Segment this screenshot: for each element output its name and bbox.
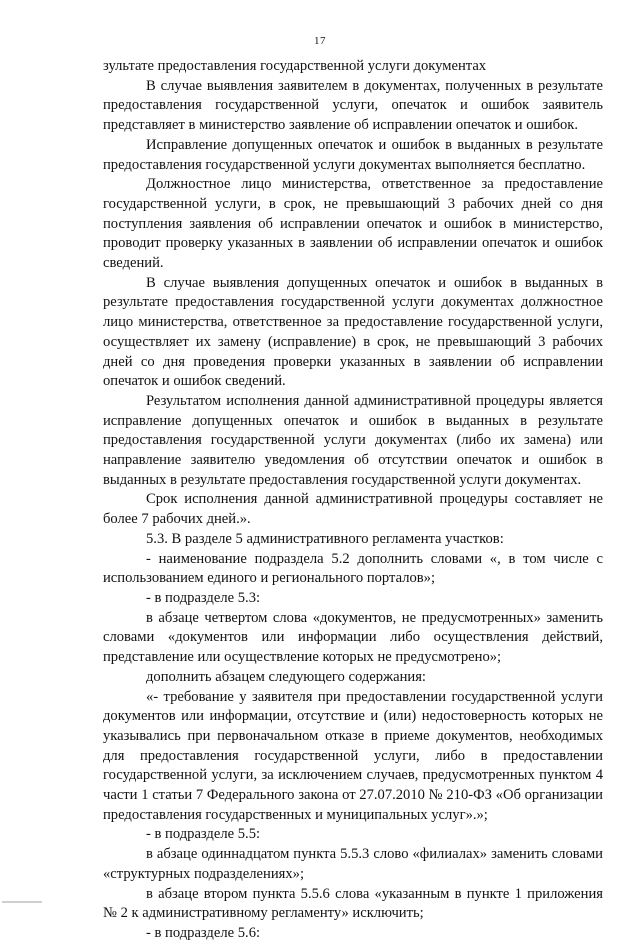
- paragraph: - в подразделе 5.5:: [146, 826, 261, 843]
- paragraph: 5.3. В разделе 5 административного регламента участков:: [146, 530, 504, 547]
- paragraph: - в подразделе 5.3:: [146, 589, 261, 606]
- paragraph: Должностное лицо министерства, ответственное за предоставление государственной услуги, в срок, не превышающий 3 рабочих дней со дня поступления заявления об исправлении опечаток и ошибок в министерство, проводит проверку указанных в заявлении об исправлении опечаток и ошибок сведений.: [103, 176, 603, 272]
- page-number: 17: [314, 35, 326, 47]
- paragraph: В случае выявления заявителем в документах, полученных в результате предоставления государственной услуги, опечаток и ошибок заявитель представляет в министерство заявление об исправлении опечаток и ошибок.: [103, 77, 603, 134]
- paragraph: зультате предоставления государственной услуги документах: [103, 58, 487, 74]
- paragraph: в абзаце четвертом слова «документов, не предусмотренных» заменить словами «документов или информации либо осуществления действий, представление или осуществление которых не предусмотрено»;: [103, 609, 603, 666]
- scan-artifact: [2, 901, 42, 903]
- paragraph: дополнить абзацем следующего содержания:: [146, 668, 426, 685]
- paragraph: Результатом исполнения данной административной процедуры является исправление допущенных опечаток и ошибок в выданных в результате предоставления государственной услуги документах (либо их замена) или направление заявителю уведомления об отсутствии опечаток и ошибок в выданных в результате предоставления государственной услуги документах.: [103, 392, 603, 488]
- paragraph: «- требование у заявителя при предоставлении государственной услуги документов или информации, отсутствие и (или) недостоверность которых не указывались при первоначальном отказе в приеме документов, необходимых для предоставления государственной услуги, либо в предоставлении государственной услуги, за исключением случаев, предусмотренных пунктом 4 части 1 статьи 7 Федерального закона от 27.07.2010 № 210-ФЗ «Об организации предоставления государственных и муниципальных услуг».»;: [103, 688, 603, 823]
- paragraph: в абзаце втором пункта 5.5.6 слова «указанным в пункте 1 приложения № 2 к административному регламенту» исключить;: [103, 885, 603, 922]
- document-body: [103, 57, 603, 944]
- paragraph: - наименование подраздела 5.2 дополнить словами «, в том числе с использованием единого и регионального порталов»;: [103, 550, 603, 587]
- paragraph: - в подразделе 5.6:: [146, 924, 261, 941]
- paragraph: Исправление допущенных опечаток и ошибок в выданных в результате предоставления государственной услуги документах выполняется бесплатно.: [103, 136, 603, 173]
- paragraph: в абзаце одиннадцатом пункта 5.5.3 слово «филиалах» заменить словами «структурных подразделениях»;: [103, 846, 603, 882]
- paragraph: Срок исполнения данной административной процедуры составляет не более 7 рабочих дней.».: [103, 491, 603, 528]
- paragraph: В случае выявления допущенных опечаток и ошибок в выданных в результате предоставления государственной услуги документах должностное лицо министерства, ответственное за предоставление государственной услуги, осуществляет их замену (исправление) в срок, не превышающий 3 рабочих дней со дня проведения проверки указанных в заявлении об исправлении опечаток и ошибок сведений.: [103, 274, 603, 390]
